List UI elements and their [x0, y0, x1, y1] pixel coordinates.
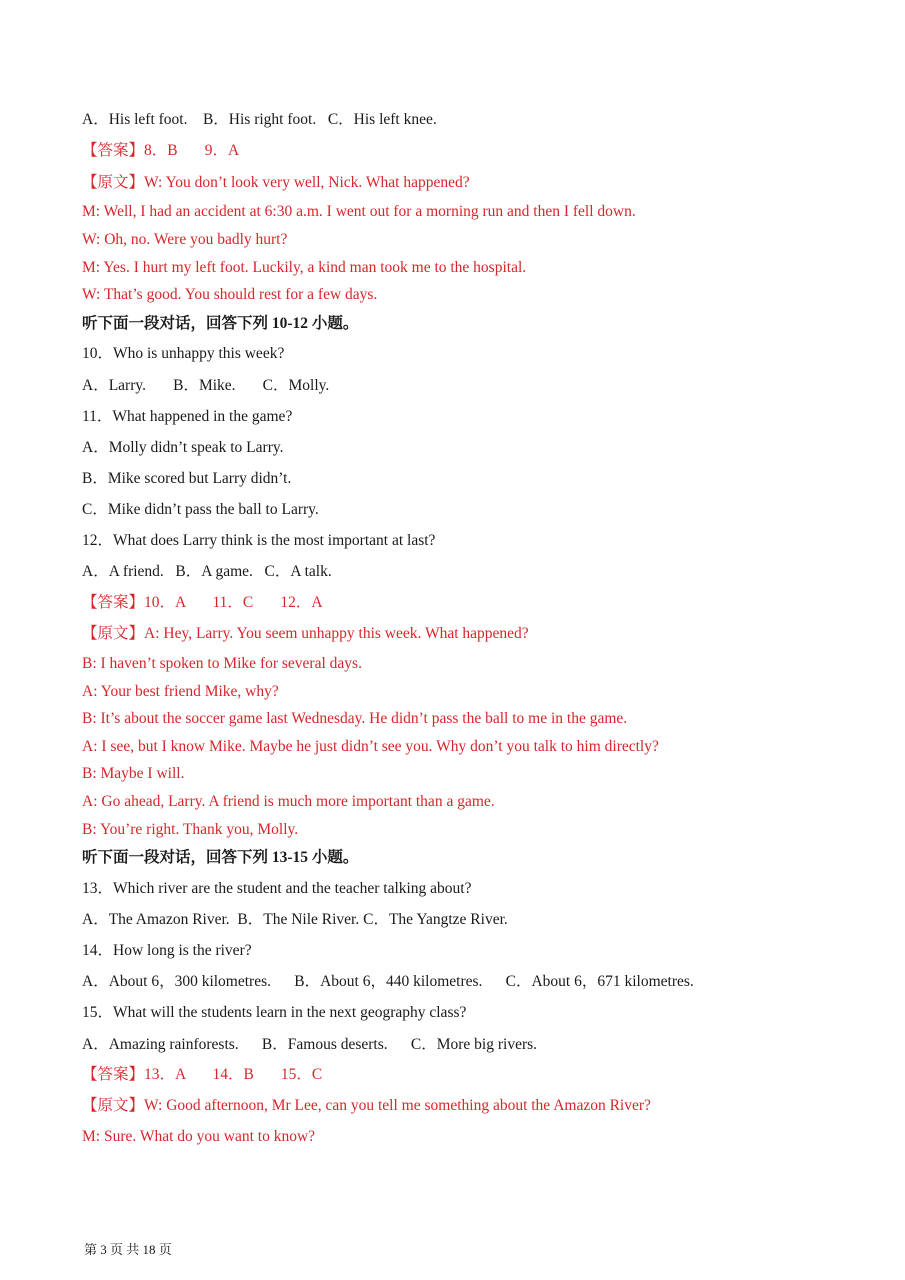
transcript-line: A: Your best friend Mike, why?	[82, 683, 279, 700]
transcript-line: B: I haven’t spoken to Mike for several days.	[82, 655, 362, 672]
answer-8-9: 【答案】8．B 9．A	[82, 142, 240, 159]
q9-options: A．His left foot. B．His right foot. C．His left knee.	[82, 111, 437, 128]
question-12: 12．What does Larry think is the most important at last?	[82, 532, 436, 549]
question-10: 10．Who is unhappy this week?	[82, 345, 285, 362]
transcript-line: B: Maybe I will.	[82, 765, 185, 782]
q14-options: A．About 6，300 kilometres. B．About 6，440 kilometres. C．About 6，671 kilometres.	[82, 973, 694, 990]
transcript-line: 【原文】A: Hey, Larry. You seem unhappy this week. What happened?	[82, 625, 529, 642]
q13-options: A．The Amazon River. B．The Nile River. C．The Yangtze River.	[82, 911, 508, 928]
question-15: 15．What will the students learn in the next geography class?	[82, 1004, 467, 1021]
answer-13-15: 【答案】13．A 14．B 15．C	[82, 1066, 323, 1083]
transcript-line: M: Yes. I hurt my left foot. Luckily, a kind man took me to the hospital.	[82, 259, 527, 276]
q11-option-a: A．Molly didn’t speak to Larry.	[82, 439, 284, 456]
transcript-line: M: Sure. What do you want to know?	[82, 1128, 316, 1145]
q10-options: A．Larry. B．Mike. C．Molly.	[82, 377, 330, 394]
transcript-line: W: Oh, no. Were you badly hurt?	[82, 231, 288, 248]
page-footer: 第 3 页 共 18 页	[84, 1242, 172, 1257]
q15-options: A．Amazing rainforests. B．Famous deserts. C．More big rivers.	[82, 1036, 538, 1053]
transcript-line: 【原文】W: You don’t look very well, Nick. What happened?	[82, 174, 470, 191]
transcript-line: W: That’s good. You should rest for a few days.	[82, 286, 378, 303]
transcript-line: B: You’re right. Thank you, Molly.	[82, 821, 299, 838]
q11-option-c: C．Mike didn’t pass the ball to Larry.	[82, 501, 319, 518]
answer-10-12: 【答案】10．A 11．C 12．A	[82, 594, 323, 611]
question-11: 11．What happened in the game?	[82, 408, 293, 425]
transcript-line: 【原文】W: Good afternoon, Mr Lee, can you tell me something about the Amazon River?	[82, 1097, 651, 1114]
question-13: 13．Which river are the student and the teacher talking about?	[82, 880, 472, 897]
transcript-line: B: It’s about the soccer game last Wednesday. He didn’t pass the ball to me in the game.	[82, 710, 628, 727]
transcript-line: A: Go ahead, Larry. A friend is much more important than a game.	[82, 793, 495, 810]
transcript-line: A: I see, but I know Mike. Maybe he just didn’t see you. Why don’t you talk to him directly?	[82, 738, 659, 755]
q11-option-b: B．Mike scored but Larry didn’t.	[82, 470, 292, 487]
section-heading: 听下面一段对话，回答下列 13-15 小题。	[82, 849, 359, 866]
q12-options: A．A friend. B．A game. C．A talk.	[82, 563, 332, 580]
section-heading: 听下面一段对话，回答下列 10-12 小题。	[82, 315, 359, 332]
transcript-line: M: Well, I had an accident at 6:30 a.m. I went out for a morning run and then I fell down.	[82, 203, 636, 220]
question-14: 14．How long is the river?	[82, 942, 252, 959]
